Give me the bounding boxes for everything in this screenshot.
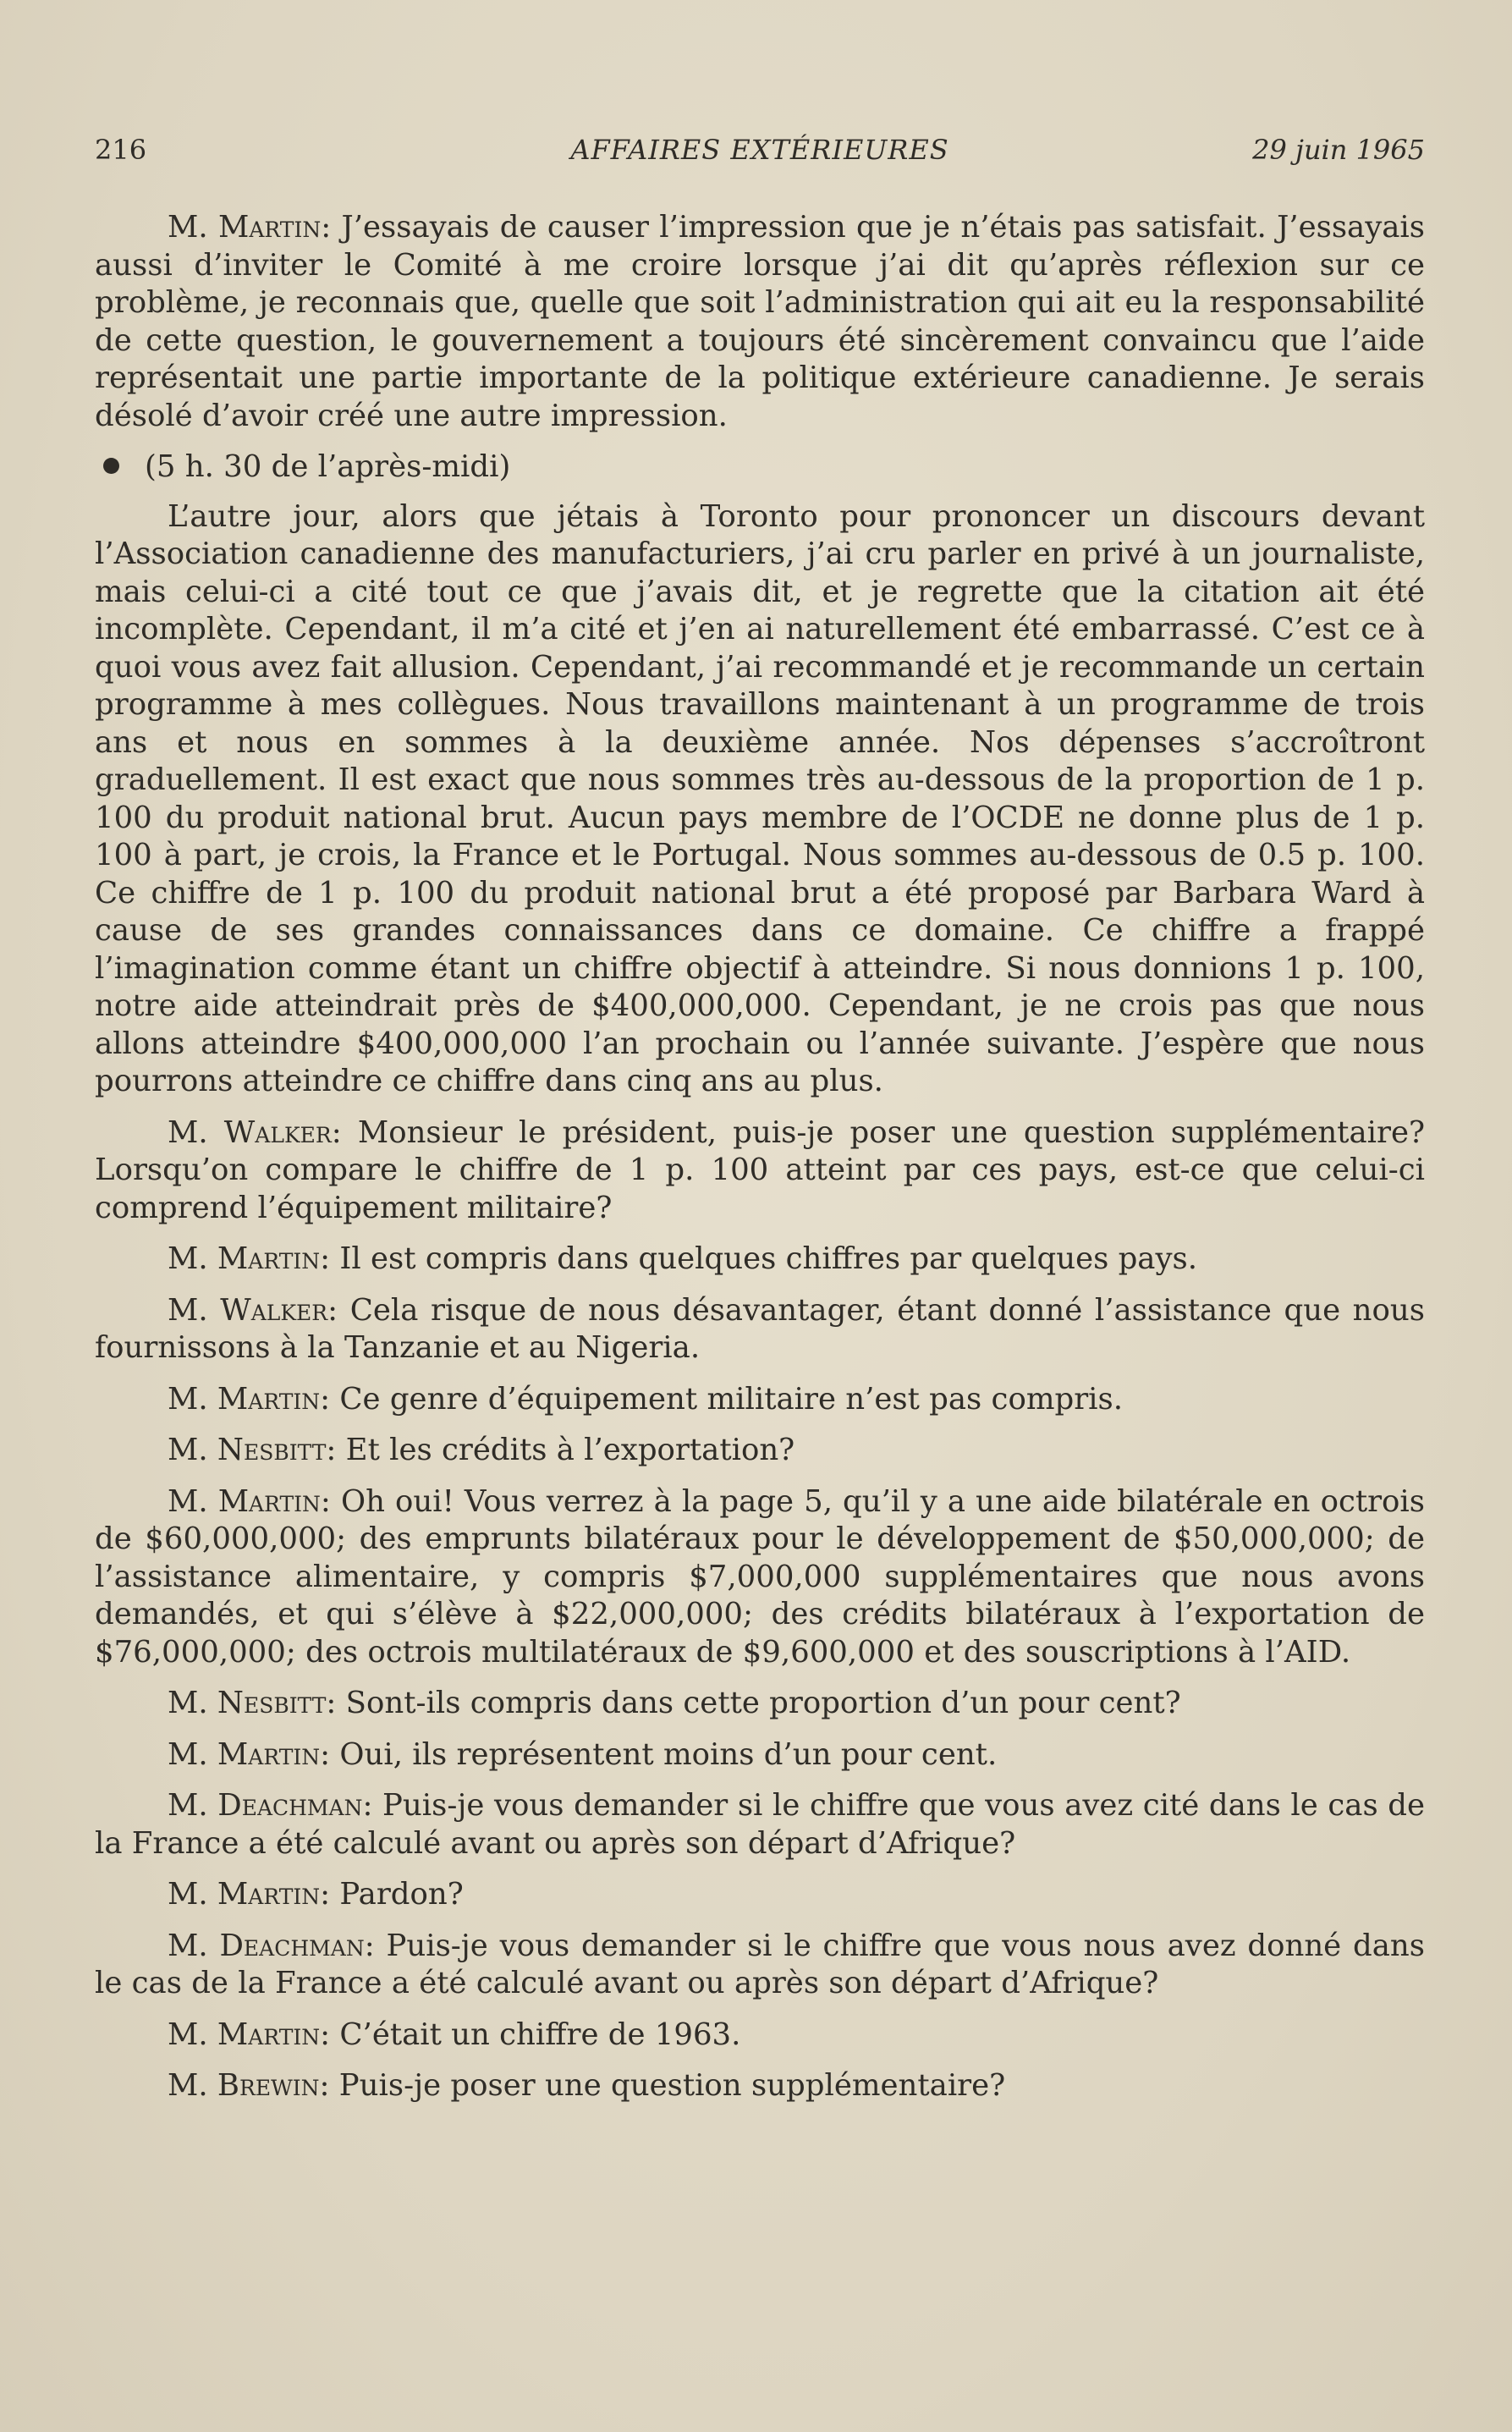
- speaker-name: M. Martin:: [168, 1241, 331, 1276]
- speaker-name: M. Walker:: [168, 1114, 342, 1150]
- time-marker-text: (5 h. 30 de l’après-midi): [145, 449, 511, 484]
- paragraph-text: Monsieur le président, puis-je poser une question supplémentaire? Lorsqu’on compare le chiffre de 1 p. 100 atteint par ces pays, est-ce que celui-ci comprend l’équipement militaire?: [95, 1114, 1425, 1225]
- speaker-name: M. Martin:: [168, 1736, 331, 1772]
- header-date: 29 juin 1965: [1252, 134, 1425, 166]
- paragraph: [95, 1292, 1425, 1367]
- paragraph-text: L’autre jour, alors que jétais à Toronto pour prononcer un discours devant l’Association canadienne des manufacturiers, j’ai cru parler en privé à un journaliste, mais celui-ci a cité tout ce que j’avais dit, et je regrette que la citation ait été incomplète. Cependant, il m’a cité et j’en ai naturellement été embarrassé. C’est ce à quoi vous avez fait allusion. Cependant, j’ai recommandé et je recommande un certain programme à mes collègues. Nous travaillons maintenant à un programme de trois ans et nous en sommes à la deuxième année. Nos dépenses s’accroîtront graduellement. Il est exact que nous sommes très au-dessous de la proportion de 1 p. 100 du produit national brut. Aucun pays membre de l’OCDE ne donne plus de 1 p. 100 à part, je crois, la France et le Portugal. Nous sommes au-dessous de 0.5 p. 100. Ce chiffre de 1 p. 100 du produit national brut a été proposé par Barbara Ward à cause de ses grandes connaissances dans ce domaine. Ce chiffre a frappé l’imagination comme étant un chiffre objectif à atteindre. Si nous donnions 1 p. 100, notre aide atteindrait près de $400,000,000. Cependant, je ne crois pas que nous allons atteindre $400,000,000 l’an prochain ou l’année suivante. J’espère que nous pourrons atteindre ce chiffre dans cinq ans au plus.: [95, 498, 1425, 1098]
- paragraph: [95, 1685, 1425, 1723]
- paragraph-text: Cela risque de nous désavantager, étant donné l’assistance que nous fournissons à la Tanzanie et au Nigeria.: [95, 1292, 1425, 1365]
- speaker-name: M. Nesbitt:: [168, 1433, 337, 1467]
- speaker-name: M. Walker:: [168, 1292, 338, 1328]
- paragraph-text: Puis-je vous demander si le chiffre que vous nous avez donné dans le cas de la France a été calculé avant ou après son départ d’Afrique?: [95, 1928, 1425, 2000]
- page-number: 216: [95, 134, 147, 166]
- paragraph-text: C’était un chiffre de 1963.: [330, 2017, 741, 2052]
- paragraph-text: Sont-ils compris dans cette proportion d’un pour cent?: [336, 1686, 1181, 1720]
- speaker-name: M. Deachman:: [168, 1928, 375, 1963]
- speaker-name: M. Brewin:: [168, 2068, 330, 2103]
- running-title: AFFAIRES EXTÉRIEURES: [570, 134, 949, 166]
- paragraph: [95, 1241, 1425, 1279]
- page-body: [95, 209, 1425, 2119]
- speaker-name: M. Nesbitt:: [168, 1686, 337, 1720]
- paragraph-text: Et les crédits à l’exportation?: [336, 1433, 795, 1467]
- paragraph: [95, 209, 1425, 435]
- paragraph: [95, 1787, 1425, 1863]
- paragraph-text: Puis-je vous demander si le chiffre que vous avez cité dans le cas de la France a été calculé avant ou après son départ d’Afrique?: [95, 1788, 1425, 1861]
- paragraph: [95, 1876, 1425, 1914]
- paragraph: [95, 1736, 1425, 1774]
- paragraph-text: Oui, ils représentent moins d’un pour cent.: [330, 1736, 998, 1772]
- paragraph: [95, 1114, 1425, 1228]
- page-header: [95, 134, 1425, 174]
- speaker-name: M. Deachman:: [168, 1788, 373, 1823]
- paragraph-text: Pardon?: [330, 1877, 464, 1912]
- paragraph: [95, 1432, 1425, 1470]
- speaker-name: M. Martin:: [168, 210, 332, 245]
- paragraph: [95, 1483, 1425, 1672]
- paragraph: [95, 1928, 1425, 2003]
- paragraph-text: Puis-je poser une question supplémentaire?: [329, 2068, 1006, 2103]
- bullet-icon: [103, 458, 119, 474]
- paragraph-text: Oh oui! Vous verrez à la page 5, qu’il y a une aide bilatérale en octrois de $60,000,000; des emprunts bilatéraux pour le développement de $50,000,000; de l’assistance alimentaire, y compris $7,000,000 supplémentaires que nous avons demandés, et qui s’élève à $22,000,000; des crédits bilatéraux à l’exportation de $76,000,000; des octrois multilatéraux de $9,600,000 et des souscriptions à l’AID.: [95, 1483, 1426, 1670]
- paragraph-text: Il est compris dans quelques chiffres par quelques pays.: [330, 1241, 1198, 1276]
- time-marker: [95, 448, 1425, 487]
- paragraph: [95, 498, 1425, 1101]
- speaker-name: M. Martin:: [168, 2017, 331, 2052]
- paragraph: [95, 2067, 1425, 2105]
- speaker-name: M. Martin:: [168, 1381, 331, 1417]
- paragraph: [95, 2017, 1425, 2055]
- speaker-name: M. Martin:: [168, 1877, 331, 1912]
- speaker-name: M. Martin:: [168, 1483, 331, 1519]
- paragraph-text: J’essayais de causer l’impression que je n’étais pas satisfait. J’essayais aussi d’inviter le Comité à me croire lorsque j’ai dit qu’après réflexion sur ce problème, je reconnais que, quelle que soit l’administration qui ait eu la responsabilité de cette question, le gouvernement a toujours été sincèrement convaincu que l’aide représentait une partie importante de la politique extérieure canadienne. Je serais désolé d’avoir créé une autre impression.: [95, 210, 1425, 433]
- paragraph-text: Ce genre d’équipement militaire n’est pas compris.: [330, 1381, 1124, 1417]
- paragraph: [95, 1381, 1425, 1419]
